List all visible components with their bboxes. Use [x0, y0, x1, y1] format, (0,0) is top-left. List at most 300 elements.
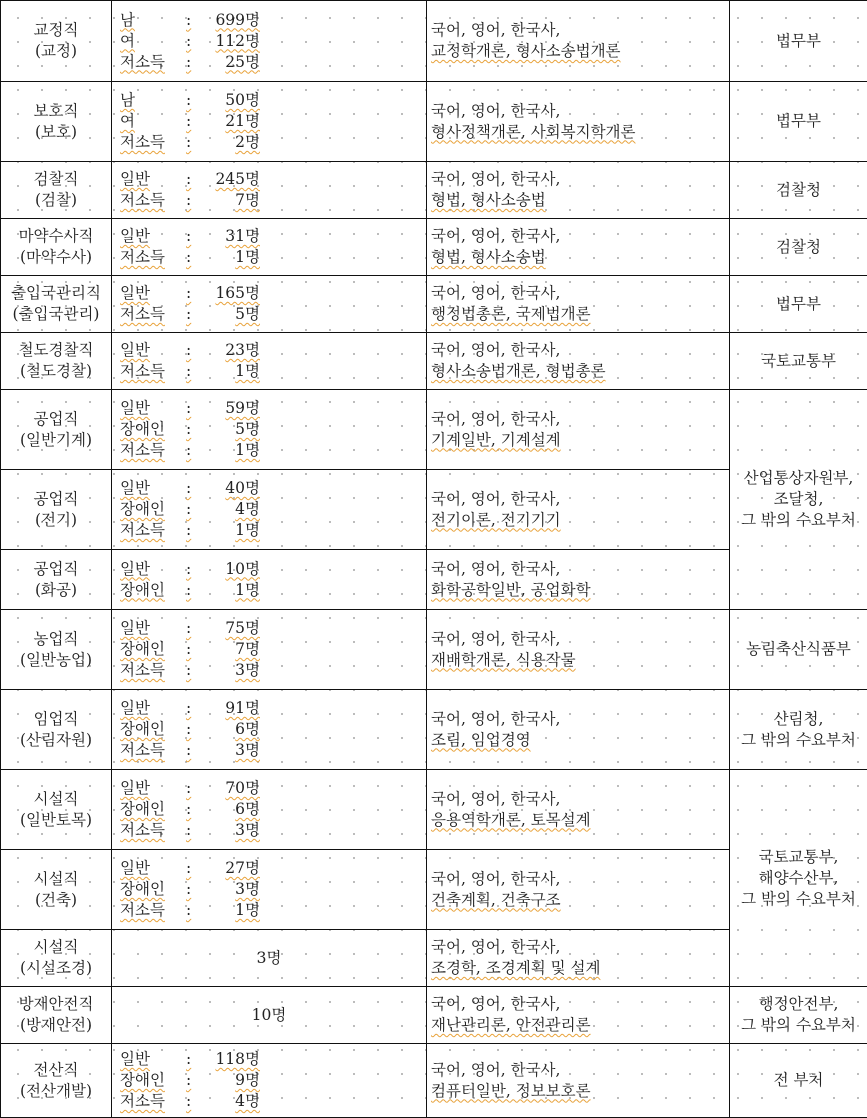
quota-line — [120, 1049, 260, 1070]
quota-line — [120, 440, 260, 461]
subject-line — [431, 890, 729, 911]
department-cell — [730, 987, 867, 1044]
quota-value: 1명 — [235, 362, 260, 380]
department-name: 그 밖의 수요부처 — [741, 1016, 856, 1034]
quota-line — [120, 169, 260, 190]
quota-value: 3명 — [235, 661, 260, 679]
job-subtitle: (전산개발) — [20, 1081, 92, 1100]
subjects-cell — [427, 550, 730, 610]
quota-line — [120, 304, 260, 325]
quota-value: 91명 — [225, 699, 260, 717]
quota-label: 여 — [120, 31, 135, 50]
quota-value: 25명 — [225, 52, 260, 71]
job-title: 철도경찰직 — [18, 341, 94, 359]
job-title: 시설직 — [33, 938, 79, 956]
subject-text: 형법, 형사소송법 — [431, 248, 546, 266]
subjects-cell — [427, 1, 730, 82]
quota-value: 165명 — [215, 284, 260, 302]
subject-text: 국어, 영어, 한국사, — [431, 101, 561, 120]
quota-value: 6명 — [235, 800, 260, 818]
quota-line — [120, 283, 260, 304]
quota-label: 저소득 — [120, 305, 165, 323]
quota-label: 저소득 — [120, 52, 165, 71]
quota-colon: : — [186, 479, 192, 497]
job-title: 검찰직 — [33, 170, 79, 188]
subject-text: 형법, 형사소송법 — [431, 191, 546, 209]
subject-line — [431, 190, 729, 211]
subjects-cell — [427, 770, 730, 850]
quota-label: 저소득 — [120, 741, 165, 759]
quota-label: 남 — [120, 10, 135, 29]
subject-line — [431, 629, 729, 650]
department-cell — [730, 690, 867, 770]
quota-label: 일반 — [120, 341, 150, 359]
quota-label: 일반 — [120, 859, 150, 877]
quota-colon: : — [186, 399, 192, 417]
subject-line — [431, 958, 729, 979]
quota-value: 4명 — [235, 1092, 260, 1110]
quota-label: 저소득 — [120, 248, 165, 266]
quota-label: 저소득 — [120, 1092, 165, 1110]
quota-label: 저소득 — [120, 901, 165, 919]
job-cell — [1, 987, 112, 1044]
job-title: 공업직 — [33, 559, 79, 578]
job-subtitle: (마약수사) — [20, 248, 92, 266]
quota-label: 일반 — [120, 559, 150, 578]
quota-value: 6명 — [235, 720, 260, 738]
quota-colon: : — [186, 1092, 192, 1110]
subjects-cell — [427, 987, 730, 1044]
job-cell — [1, 390, 112, 470]
subjects-cell — [427, 82, 730, 162]
subject-line — [431, 122, 729, 143]
subject-text: 조림, 임업경영 — [431, 730, 531, 749]
quota-colon: : — [186, 362, 192, 380]
job-title: 마약수사직 — [18, 227, 94, 245]
subject-line — [431, 937, 729, 958]
quota-line — [120, 858, 260, 879]
quota-colon: : — [186, 521, 192, 539]
quota-colon: : — [186, 901, 192, 919]
quota-cell — [112, 987, 427, 1044]
subject-line — [431, 283, 729, 304]
subjects-cell — [427, 470, 730, 550]
quota-colon: : — [186, 441, 192, 459]
quota-label: 일반 — [120, 699, 150, 717]
quota-colon: : — [186, 91, 192, 109]
department-name: 검찰청 — [776, 237, 821, 256]
job-subtitle: (일반토목) — [20, 810, 92, 829]
quota-line — [120, 1091, 260, 1112]
job-cell — [1, 82, 112, 162]
subject-line — [431, 789, 729, 810]
quota-cell — [112, 333, 427, 390]
job-title: 방재안전직 — [18, 995, 94, 1013]
subject-text: 국어, 영어, 한국사, — [431, 709, 561, 728]
subjects-cell — [427, 610, 730, 690]
subject-text: 국어, 영어, 한국사, — [431, 629, 561, 648]
quota-line — [120, 132, 260, 153]
quota-line — [120, 340, 260, 361]
subject-line — [431, 1015, 729, 1036]
quota-label: 장애인 — [120, 1071, 165, 1089]
subject-line — [431, 247, 729, 268]
subject-text: 국어, 영어, 한국사, — [431, 341, 561, 359]
department-name: 국토교통부 — [761, 351, 836, 370]
job-subtitle: (일반농업) — [20, 650, 92, 669]
quota-label: 일반 — [120, 479, 150, 497]
quota-cell — [112, 390, 427, 470]
quota-colon: : — [186, 880, 192, 898]
quota-cell — [112, 82, 427, 162]
subject-line — [431, 1081, 729, 1102]
quota-value: 75명 — [225, 619, 260, 637]
quota-label: 일반 — [120, 619, 150, 637]
quota-line — [120, 900, 260, 921]
quota-line — [120, 799, 260, 820]
quota-line — [120, 90, 260, 111]
job-cell — [1, 333, 112, 390]
quota-line — [120, 226, 260, 247]
quota-label: 장애인 — [120, 640, 165, 658]
subject-line — [431, 409, 729, 430]
subjects-cell — [427, 390, 730, 470]
job-cell — [1, 930, 112, 987]
job-cell — [1, 690, 112, 770]
department-cell — [730, 276, 867, 333]
subjects-cell — [427, 333, 730, 390]
job-cell — [1, 276, 112, 333]
quota-colon: : — [186, 341, 192, 359]
quota-colon: : — [186, 821, 192, 839]
quota-value: 245명 — [215, 170, 260, 188]
quota-colon: : — [186, 305, 192, 323]
job-subtitle: (출입국관리) — [12, 305, 100, 323]
quota-colon: : — [186, 420, 192, 438]
quota-colon: : — [186, 619, 192, 637]
quota-value: 27명 — [225, 859, 260, 877]
quota-line — [120, 559, 260, 580]
quota-value: 70명 — [225, 779, 260, 797]
quota-line — [120, 879, 260, 900]
subject-line — [431, 226, 729, 247]
quota-colon: : — [186, 31, 192, 50]
department-cell — [730, 1, 867, 82]
quota-value: 699명 — [215, 10, 260, 29]
subject-text: 국어, 영어, 한국사, — [431, 284, 561, 302]
subject-text: 건축계획, 건축구조 — [431, 890, 561, 909]
department-name: 해양수산부, — [758, 868, 839, 887]
job-subtitle: (화공) — [34, 580, 78, 599]
job-title: 농업직 — [33, 629, 79, 648]
quota-cell — [112, 1, 427, 82]
job-cell — [1, 850, 112, 930]
job-subtitle: (전기) — [34, 510, 78, 529]
subjects-cell — [427, 276, 730, 333]
subject-text: 형사정책개론, 사회복지학개론 — [431, 122, 636, 141]
subject-text: 국어, 영어, 한국사, — [431, 1060, 561, 1079]
subject-text: 국어, 영어, 한국사, — [431, 227, 561, 245]
subject-text: 재난관리론, 안전관리론 — [431, 1016, 591, 1034]
job-cell — [1, 550, 112, 610]
department-cell — [730, 770, 867, 987]
quota-label: 여 — [120, 112, 135, 130]
department-cell — [730, 333, 867, 390]
quota-cell — [112, 550, 427, 610]
quota-label: 일반 — [120, 1050, 150, 1068]
quota-line — [120, 618, 260, 639]
quota-line — [120, 478, 260, 499]
quota-line — [120, 639, 260, 660]
quota-value: 3명 — [235, 880, 260, 898]
department-name: 그 밖의 수요부처 — [741, 730, 856, 749]
department-name: 산림청, — [773, 709, 824, 728]
quota-colon: : — [186, 640, 192, 658]
quota-value: 1명 — [235, 248, 260, 266]
subject-line — [431, 1060, 729, 1081]
quota-value: 118명 — [215, 1050, 260, 1068]
quota-value: 1명 — [235, 901, 260, 919]
quota-colon: : — [186, 500, 192, 518]
quota-label: 장애인 — [120, 880, 165, 898]
department-cell — [730, 219, 867, 276]
quota-line — [120, 580, 260, 601]
subject-text: 기계일반, 기계설계 — [431, 430, 561, 449]
department-name: 법무부 — [776, 31, 821, 50]
quota-colon: : — [186, 112, 192, 130]
department-cell — [730, 82, 867, 162]
quota-line — [120, 1070, 260, 1091]
quota-label: 일반 — [120, 227, 150, 245]
job-subtitle: (보호) — [34, 122, 78, 141]
subject-line — [431, 169, 729, 190]
subject-text: 국어, 영어, 한국사, — [431, 489, 561, 508]
quota-value: 5명 — [235, 420, 260, 438]
quota-line — [120, 361, 260, 382]
subject-text: 화학공학일반, 공업화학 — [431, 580, 591, 599]
subject-text: 응용역학개론, 토목설계 — [431, 810, 591, 829]
quota-line — [120, 698, 260, 719]
job-title: 시설직 — [33, 789, 79, 808]
subject-line — [431, 810, 729, 831]
quota-label: 저소득 — [120, 362, 165, 380]
job-subtitle: (교정) — [34, 42, 78, 60]
quota-colon: : — [186, 227, 192, 245]
quota-label: 남 — [120, 91, 135, 109]
department-name: 행정안전부, — [758, 995, 839, 1013]
quota-label: 장애인 — [120, 420, 165, 438]
quota-line — [120, 398, 260, 419]
quota-label: 장애인 — [120, 800, 165, 818]
job-title: 교정직 — [33, 21, 79, 39]
department-cell — [730, 162, 867, 219]
job-cell — [1, 162, 112, 219]
department-name: 법무부 — [776, 294, 821, 313]
subject-line — [431, 304, 729, 325]
quota-colon: : — [186, 779, 192, 797]
quota-cell — [112, 930, 427, 987]
job-cell — [1, 1044, 112, 1118]
subject-line — [431, 869, 729, 890]
quota-value: 5명 — [235, 305, 260, 323]
quota-cell — [112, 162, 427, 219]
subject-line — [431, 994, 729, 1015]
department-name: 국토교통부, — [758, 847, 839, 866]
quota-line — [120, 10, 260, 31]
quota-cell — [112, 690, 427, 770]
job-title: 보호직 — [33, 101, 79, 120]
subject-text: 국어, 영어, 한국사, — [431, 559, 561, 578]
quota-label: 저소득 — [120, 191, 165, 209]
department-name: 그 밖의 수요부처 — [741, 511, 856, 529]
quota-value: 31명 — [225, 227, 260, 245]
subject-text: 국어, 영어, 한국사, — [431, 869, 561, 888]
department-cell — [730, 610, 867, 690]
subject-line — [431, 41, 729, 62]
quota-line — [120, 719, 260, 740]
quota-colon: : — [186, 741, 192, 759]
subject-line — [431, 580, 729, 601]
quota-value: 10명 — [225, 559, 260, 578]
subject-line — [431, 20, 729, 41]
subject-line — [431, 559, 729, 580]
quota-value: 40명 — [225, 479, 260, 497]
job-title: 임업직 — [33, 709, 79, 728]
quota-value: 50명 — [225, 91, 260, 109]
subjects-cell — [427, 930, 730, 987]
subject-text: 교정학개론, 형사소송법개론 — [431, 42, 621, 60]
department-name: 법무부 — [776, 112, 821, 130]
quota-colon: : — [186, 52, 192, 71]
quota-line — [120, 247, 260, 268]
job-cell — [1, 219, 112, 276]
quota-line — [120, 520, 260, 541]
department-name: 산업통상자원부, — [743, 469, 854, 487]
quota-colon: : — [186, 133, 192, 151]
quota-colon: : — [186, 699, 192, 717]
quota-colon: : — [186, 859, 192, 877]
subjects-cell — [427, 219, 730, 276]
quota-cell — [112, 219, 427, 276]
quota-line — [120, 660, 260, 681]
job-cell — [1, 470, 112, 550]
quota-label: 저소득 — [120, 821, 165, 839]
quota-colon: : — [186, 661, 192, 679]
job-subtitle: (산림자원) — [20, 730, 92, 749]
subject-text: 컴퓨터일반, 정보보호론 — [431, 1081, 591, 1100]
quota-value: 21명 — [225, 112, 260, 130]
quota-cell — [112, 470, 427, 550]
quota-value: 4명 — [235, 500, 260, 518]
department-name: 그 밖의 수요부처 — [741, 889, 856, 908]
job-subtitle: (철도경찰) — [20, 362, 92, 380]
job-cell — [1, 610, 112, 690]
subjects-cell — [427, 162, 730, 219]
subject-text: 재배학개론, 식용작물 — [431, 650, 576, 669]
quota-colon: : — [186, 580, 192, 599]
quota-value: 3명 — [235, 821, 260, 839]
quota-colon: : — [186, 800, 192, 818]
job-title: 공업직 — [33, 409, 79, 428]
subjects-cell — [427, 850, 730, 930]
subject-text: 국어, 영어, 한국사, — [431, 938, 561, 956]
quota-label: 일반 — [120, 170, 150, 188]
subject-line — [431, 510, 729, 531]
quota-cell — [112, 276, 427, 333]
quota-value: 2명 — [235, 133, 260, 151]
quota-value: 23명 — [225, 341, 260, 359]
quota-colon: : — [186, 559, 192, 578]
subject-line — [431, 430, 729, 451]
subject-line — [431, 340, 729, 361]
department-name: 검찰청 — [776, 180, 821, 199]
subject-line — [431, 709, 729, 730]
quota-label: 일반 — [120, 779, 150, 797]
quota-label: 저소득 — [120, 441, 165, 459]
quota-label: 저소득 — [120, 133, 165, 151]
subject-line — [431, 489, 729, 510]
quota-value: 1명 — [235, 441, 260, 459]
subject-line — [431, 730, 729, 751]
job-title: 공업직 — [33, 489, 79, 508]
quota-value: 7명 — [235, 640, 260, 658]
quota-line — [120, 740, 260, 761]
quota-line — [120, 820, 260, 841]
quota-value: 9명 — [235, 1071, 260, 1089]
quota-colon: : — [186, 1071, 192, 1089]
quota-colon: : — [186, 720, 192, 738]
quota-value: 59명 — [225, 399, 260, 417]
quota-total: 10명 — [251, 1005, 287, 1024]
job-subtitle: (시설조경) — [20, 959, 92, 977]
subject-text: 조경학, 조경계획 및 설계 — [431, 959, 601, 977]
department-cell — [730, 390, 867, 610]
quota-colon: : — [186, 1050, 192, 1068]
quota-line — [120, 31, 260, 52]
quota-total: 3명 — [256, 948, 282, 967]
quota-label: 장애인 — [120, 500, 165, 518]
subject-line — [431, 650, 729, 671]
job-cell — [1, 770, 112, 850]
quota-colon: : — [186, 170, 192, 188]
quota-label: 장애인 — [120, 580, 165, 599]
quota-cell — [112, 850, 427, 930]
quota-label: 장애인 — [120, 720, 165, 738]
job-title: 시설직 — [33, 869, 79, 888]
department-name: 전 부처 — [773, 1071, 824, 1089]
job-title: 전산직 — [33, 1060, 79, 1079]
quota-colon: : — [186, 10, 192, 29]
quota-label: 일반 — [120, 284, 150, 302]
quota-label: 저소득 — [120, 521, 165, 539]
quota-colon: : — [186, 248, 192, 266]
subject-text: 형사소송법개론, 형법총론 — [431, 362, 606, 380]
quota-line — [120, 190, 260, 211]
quota-label: 일반 — [120, 399, 150, 417]
department-name: 조달청, — [773, 490, 824, 508]
subject-text: 국어, 영어, 한국사, — [431, 995, 561, 1013]
job-title: 출입국관리직 — [11, 284, 101, 302]
quota-cell — [112, 770, 427, 850]
quota-colon: : — [186, 284, 192, 302]
subjects-cell — [427, 1044, 730, 1118]
job-subtitle: (일반기계) — [20, 430, 92, 449]
quota-cell — [112, 610, 427, 690]
quota-line — [120, 111, 260, 132]
department-name: 농림축산식품부 — [746, 640, 851, 658]
quota-label: 저소득 — [120, 661, 165, 679]
quota-line — [120, 419, 260, 440]
